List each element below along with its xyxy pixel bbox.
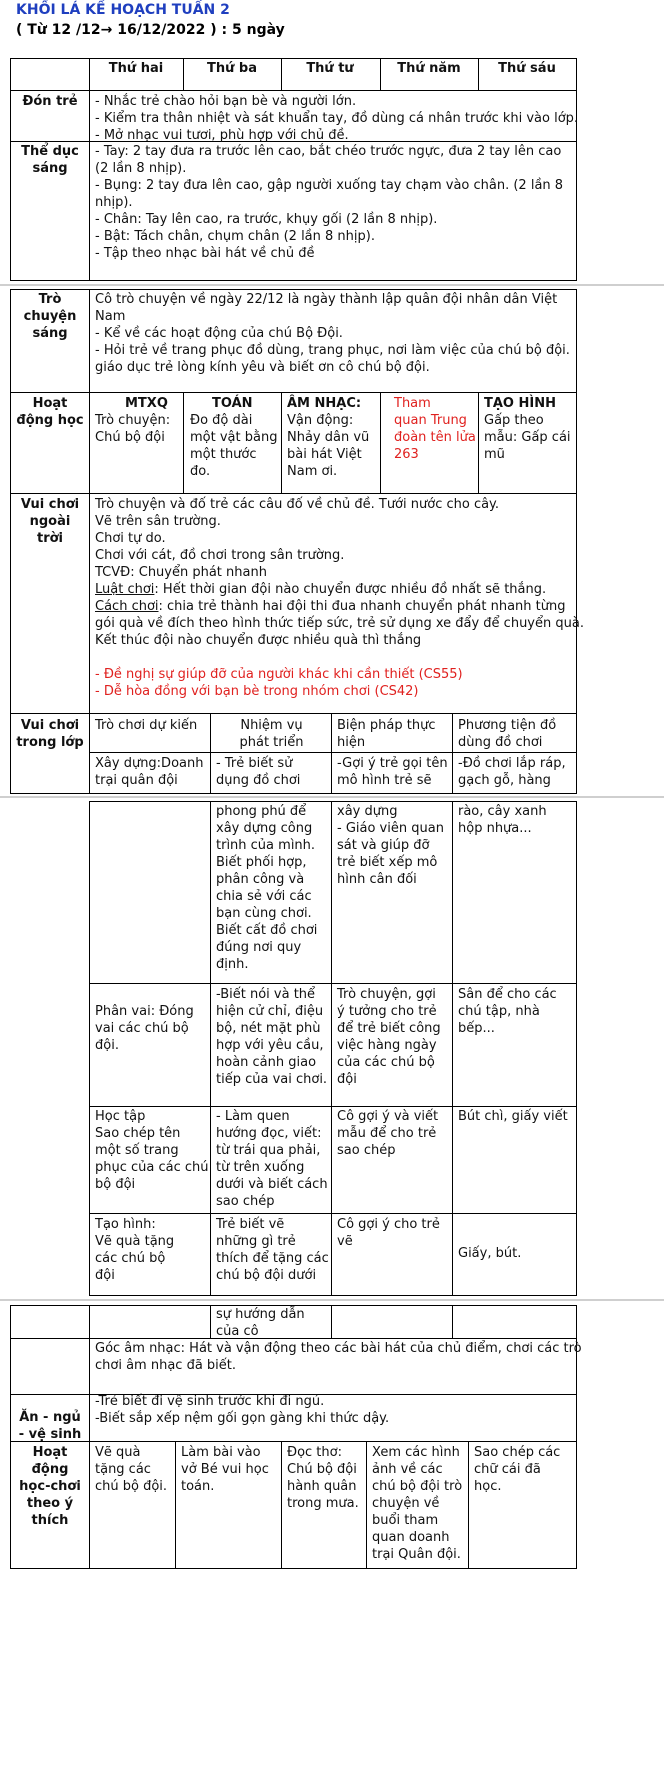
page-break <box>0 284 664 286</box>
afternoon-activity-1: Làm bài vào <box>181 1445 261 1460</box>
building-cell-1: bạn cùng chơi. <box>216 906 312 921</box>
row-label-don-tre: Đón trẻ <box>22 94 78 109</box>
building-cell-1: chia sẻ với các <box>216 889 312 904</box>
row-label-hoat-dong-hoc: Hoạt <box>32 396 68 411</box>
building-cell-2: xây dựng <box>337 804 398 819</box>
table-rule <box>89 289 90 794</box>
afternoon-activity-3: buổi tham <box>372 1513 439 1528</box>
subject-head-2: ÂM NHẠC: <box>287 396 362 411</box>
role-play-cell-1: hoàn cảnh giao <box>216 1055 317 1070</box>
tro-chuyen-line: Nam <box>95 309 126 324</box>
table-rule <box>331 713 332 794</box>
indoor-cell-0: Xây dựng:Doanh <box>95 756 204 771</box>
building-cell-1: Biết cất đồ chơi <box>216 923 318 938</box>
table-rule <box>478 58 479 91</box>
art-cell-1: thích để tặng các <box>216 1251 329 1266</box>
table-rule <box>89 1106 577 1107</box>
the-duc-line: (2 lần 8 nhịp). <box>95 161 187 176</box>
the-duc-line: - Tay: 2 tay đưa ra trước lên cao, bắt chéo trước ngực, đưa 2 tay lên cao <box>95 144 562 159</box>
table-rule <box>89 983 577 984</box>
table-rule <box>89 1305 90 1569</box>
art-cell-1: Trẻ biết vẽ <box>216 1217 285 1232</box>
rule-line <box>95 581 546 598</box>
building-cell-2: - Giáo viên quan <box>337 821 444 836</box>
table-rule <box>452 1305 453 1339</box>
building-cell-3: hộp nhựa... <box>458 821 532 836</box>
day-header-1: Thứ ba <box>207 61 257 76</box>
rule-text: : Hết thời gian đội nào chuyển được nhiều đồ nhất sẽ thắng. <box>154 582 547 597</box>
art-cell-1: chú bộ đội dưới <box>216 1268 317 1283</box>
row-label-the-duc: Thể dục <box>21 144 79 159</box>
day-header-0: Thứ hai <box>108 61 164 76</box>
art-cell-1: những gì trẻ <box>216 1234 296 1249</box>
study-cell-1: sao chép <box>216 1194 275 1209</box>
table-rule <box>10 280 577 281</box>
table-rule <box>10 713 577 714</box>
art-cell-2: vẽ <box>337 1234 353 1249</box>
building-cell-2: sát và giúp đỡ <box>337 838 430 853</box>
subject-line-3: 263 <box>394 447 419 462</box>
subject-line-1: một thước <box>190 447 257 462</box>
building-cell-2: trẻ biết xếp mô <box>337 855 438 870</box>
table-rule <box>10 1338 577 1339</box>
row-label-hoat-dong-choi: Hoạt <box>32 1445 68 1460</box>
afternoon-activity-1: toán. <box>181 1479 215 1494</box>
row-label-vui-choi-ngoai-troi: trời <box>36 531 63 546</box>
subject-line-2: bài hát Việt <box>287 447 362 462</box>
building-cell-1: Biết phối hợp, <box>216 855 307 870</box>
table-rule <box>89 1213 577 1214</box>
role-play-cell-1: bộ, nét mặt phù <box>216 1021 321 1036</box>
how-to-line: Kết thúc đội nào chuyển được nhiều quà thì thắng <box>95 633 422 648</box>
table-rule <box>331 1305 332 1339</box>
table-rule <box>89 58 90 281</box>
subject-line-2: Vận động: <box>287 413 354 428</box>
afternoon-activity-4: Sao chép các <box>474 1445 561 1460</box>
table-rule <box>89 801 90 1296</box>
tro-chuyen-line: giáo dục trẻ lòng kính yêu và biết ơn cô chú bộ đội. <box>95 360 430 375</box>
subject-line-0: Chú bộ đội <box>95 430 165 445</box>
criteria-line: - Đề nghị sự giúp đỡ của người khác khi cần thiết (CS55) <box>95 667 463 682</box>
row-label-tro-chuyen: chuyện <box>23 309 77 324</box>
afternoon-activity-3: quan doanh <box>372 1530 450 1545</box>
outdoor-line: Vẽ trên sân trường. <box>95 514 221 529</box>
subject-line-4: Gấp theo <box>484 413 544 428</box>
afternoon-activity-4: học. <box>474 1479 502 1494</box>
role-play-cell-2: việc hàng ngày <box>337 1038 437 1053</box>
indoor-cell-3: -Đồ chơi lắp ráp, <box>458 756 566 771</box>
subject-line-1: một vật bằng <box>190 430 278 445</box>
table-rule <box>10 289 577 290</box>
subject-line-4: mũ <box>484 447 505 462</box>
indoor-cell-1: - Trẻ biết sử <box>216 756 293 771</box>
guidance-line: của cô <box>216 1324 259 1339</box>
page-break <box>0 1299 664 1301</box>
rest-line: -Trẻ biết đi vệ sinh trước khi đi ngủ. <box>95 1394 325 1409</box>
row-label-tro-chuyen: sáng <box>32 326 68 341</box>
study-cell-2: Cô gợi ý và viết <box>337 1109 439 1124</box>
row-label-hoat-dong-choi: học-chơi <box>19 1479 81 1494</box>
table-rule <box>10 90 577 91</box>
the-duc-line: - Chân: Tay lên cao, ra trước, khụy gối (2 lần 8 nhịp). <box>95 212 438 227</box>
table-rule <box>380 58 381 91</box>
afternoon-activity-3: Xem các hình <box>372 1445 460 1460</box>
subject-line-1: đo. <box>190 464 211 479</box>
building-cell-1: đúng nơi quy <box>216 940 302 955</box>
indoor-header-3: dùng đồ chơi <box>458 735 543 750</box>
table-rule <box>281 392 282 494</box>
afternoon-activity-3: chú bộ đội trò <box>372 1479 463 1494</box>
building-cell-2: hình cân đối <box>337 872 417 887</box>
afternoon-activity-2: Đọc thơ: <box>287 1445 342 1460</box>
the-duc-line: - Bụng: 2 tay đưa lên cao, gập người xuống tay chạm vào chân. (2 lần 8 <box>95 178 564 193</box>
study-cell-0: Sao chép tên <box>95 1126 181 1141</box>
role-play-cell-2: Trò chuyện, gợi <box>337 987 436 1002</box>
table-rule <box>10 392 577 393</box>
indoor-cell-3: gạch gỗ, hàng <box>458 773 551 788</box>
outdoor-line: Trò chuyện và đố trẻ các câu đố về chủ đề. Tưới nước cho cây. <box>95 497 500 512</box>
indoor-header-1: Nhiệm vụ <box>240 718 303 733</box>
study-cell-1: từ trên xuống <box>216 1160 305 1175</box>
table-rule <box>576 801 577 1296</box>
don-tre-line: - Kiểm tra thân nhiệt và sát khuẩn tay, đồ dùng cá nhân trước khi vào lớp. <box>95 111 579 126</box>
tro-chuyen-line: - Hỏi trẻ về trang phục đồ dùng, trang phục, nơi làm việc của chú bộ đội. <box>95 343 570 358</box>
table-rule <box>281 1441 282 1569</box>
rule-label: Luật chơi <box>95 582 155 597</box>
table-rule <box>10 793 577 794</box>
art-cell-3: Giấy, bút. <box>458 1246 522 1261</box>
afternoon-activity-4: chữ cái đã <box>474 1462 541 1477</box>
study-cell-1: hướng đọc, viết: <box>216 1126 322 1141</box>
subject-head-4: TẠO HÌNH <box>484 396 556 411</box>
indoor-cell-0: trại quân đội <box>95 773 178 788</box>
row-label-hoat-dong-choi: theo ý <box>26 1496 74 1511</box>
study-cell-0: bộ đội <box>95 1177 136 1192</box>
table-rule <box>89 1295 577 1296</box>
row-label-vui-choi-trong-lop: Vui chơi <box>20 718 80 733</box>
afternoon-activity-3: chuyện về <box>372 1496 440 1511</box>
table-rule <box>89 801 577 802</box>
subject-line-4: mẫu: Gấp cái <box>484 430 571 445</box>
table-rule <box>175 1441 176 1569</box>
afternoon-activity-1: vở Bé vui học <box>181 1462 269 1477</box>
indoor-cell-2: -Gợi ý trẻ gọi tên <box>337 756 448 771</box>
role-play-cell-1: hợp với yêu cầu, <box>216 1038 324 1053</box>
table-rule <box>452 713 453 794</box>
building-cell-1: phong phú để <box>216 804 307 819</box>
row-label-vui-choi-ngoai-troi: ngoài <box>29 514 71 529</box>
day-header-3: Thứ năm <box>397 61 461 76</box>
indoor-header-2: hiện <box>337 735 366 750</box>
afternoon-activity-3: trại Quân đội. <box>372 1547 461 1562</box>
afternoon-activity-3: ảnh về các <box>372 1462 443 1477</box>
role-play-cell-0: vai các chú bộ <box>95 1021 189 1036</box>
table-rule <box>452 801 453 1296</box>
study-cell-3: Bút chì, giấy viết <box>458 1109 568 1124</box>
building-cell-3: rào, cây xanh <box>458 804 547 819</box>
outdoor-line: TCVĐ: Chuyển phát nhanh <box>95 565 267 580</box>
building-cell-1: phân công và <box>216 872 305 887</box>
music-corner-line: chơi âm nhạc đã biết. <box>95 1358 237 1373</box>
afternoon-activity-2: trong mưa. <box>287 1496 359 1511</box>
outdoor-line: Chơi tự do. <box>95 531 166 546</box>
row-label-hoat-dong-hoc: động học <box>16 413 84 428</box>
don-tre-line: - Mở nhạc vui tươi, phù hợp với chủ đề. <box>95 128 349 143</box>
table-rule <box>210 1305 211 1339</box>
building-cell-1: xây dựng công <box>216 821 313 836</box>
study-cell-1: - Làm quen <box>216 1109 290 1124</box>
table-rule <box>10 58 577 59</box>
day-header-4: Thứ sáu <box>498 61 556 76</box>
study-cell-0: Học tập <box>95 1109 146 1124</box>
the-duc-line: - Tập theo nhạc bài hát về chủ đề <box>95 246 315 261</box>
row-label-an-ngu: Ăn - ngủ <box>19 1410 81 1425</box>
row-label-hoat-dong-choi: thích <box>31 1513 69 1528</box>
how-to-text: : chia trẻ thành hai đội thi đua nhanh chuyển phát nhanh từng <box>158 599 566 614</box>
study-cell-1: từ trái qua phải, <box>216 1143 321 1158</box>
guidance-line: sự hướng dẫn <box>216 1307 305 1322</box>
subject-head-1: TOÁN <box>212 396 253 411</box>
row-label-tro-chuyen: Trò <box>38 292 62 307</box>
day-header-2: Thứ tư <box>306 61 354 76</box>
row-label-the-duc: sáng <box>32 161 68 176</box>
role-play-cell-3: chú tập, nhà <box>458 1004 540 1019</box>
the-duc-line: nhịp). <box>95 195 133 210</box>
table-rule <box>380 392 381 494</box>
table-rule <box>210 713 211 794</box>
how-to-line <box>95 598 566 615</box>
table-rule <box>331 801 332 1296</box>
subject-line-3: quan Trung <box>394 413 467 428</box>
role-play-cell-2: đội <box>337 1072 357 1087</box>
subject-line-3: Tham <box>394 396 431 411</box>
role-play-cell-2: để trẻ biết công <box>337 1021 441 1036</box>
study-cell-0: một số trang <box>95 1143 179 1158</box>
building-cell-1: trình của mình. <box>216 838 316 853</box>
role-play-cell-0: Phân vai: Đóng <box>95 1004 194 1019</box>
art-cell-0: đội <box>95 1268 115 1283</box>
subject-head-0: MTXQ <box>125 396 168 411</box>
table-rule <box>89 752 577 753</box>
building-cell-1: định. <box>216 957 249 972</box>
table-rule <box>281 58 282 91</box>
role-play-cell-1: tiếp của vai chơi. <box>216 1072 328 1087</box>
table-rule <box>468 1441 469 1569</box>
row-label-hoat-dong-choi: động <box>31 1462 69 1477</box>
tro-chuyen-line: - Kể về các hoạt động của chú Bộ Đội. <box>95 326 343 341</box>
table-rule <box>576 289 577 794</box>
study-cell-2: mẫu để cho trẻ <box>337 1126 437 1141</box>
how-to-line: gói quà về đích theo hình thức tiếp sức, trẻ sử dụng xe đẩy để chuyển quà. <box>95 616 584 631</box>
role-play-cell-0: đội. <box>95 1038 119 1053</box>
table-rule <box>576 58 577 281</box>
role-play-cell-1: -Biết nói và thể <box>216 987 316 1002</box>
subject-line-0: Trò chuyện: <box>95 413 171 428</box>
afternoon-activity-0: tặng các <box>95 1462 151 1477</box>
music-corner-line: Góc âm nhạc: Hát và vận động theo các bài hát của chủ điểm, chơi các trò <box>95 1341 582 1356</box>
art-cell-0: các chú bộ <box>95 1251 166 1266</box>
afternoon-activity-2: hành quân <box>287 1479 357 1494</box>
subject-line-2: Nhảy dân vũ <box>287 430 370 445</box>
table-rule <box>366 1441 367 1569</box>
study-cell-0: phục của các chú <box>95 1160 209 1175</box>
role-play-cell-2: của các chú bộ <box>337 1055 435 1070</box>
afternoon-activity-2: Chú bộ đội <box>287 1462 357 1477</box>
criteria-line: - Dễ hòa đồng với bạn bè trong nhóm chơi (CS42) <box>95 684 419 699</box>
study-cell-2: sao chép <box>337 1143 396 1158</box>
subject-line-3: đoàn tên lửa <box>394 430 476 445</box>
outdoor-line: Chơi với cát, đồ chơi trong sân trường. <box>95 548 345 563</box>
row-label-an-ngu: - vệ sinh <box>18 1427 82 1442</box>
art-cell-2: Cô gợi ý cho trẻ <box>337 1217 440 1232</box>
how-to-label: Cách chơi <box>95 599 159 614</box>
table-rule <box>10 1441 577 1442</box>
table-rule <box>10 1568 577 1569</box>
row-label-vui-choi-ngoai-troi: Vui chơi <box>20 497 80 512</box>
role-play-cell-1: hiện cử chỉ, điệu <box>216 1004 324 1019</box>
tro-chuyen-line: Cô trò chuyện về ngày 22/12 là ngày thành lập quân đội nhân dân Việt <box>95 292 558 307</box>
rest-line: -Biết sắp xếp nệm gối gọn gàng khi thức dậy. <box>95 1411 390 1426</box>
art-cell-0: Vẽ quà tặng <box>95 1234 175 1249</box>
indoor-cell-1: dụng đồ chơi <box>216 773 301 788</box>
the-duc-line: - Bật: Tách chân, chụm chân (2 lần 8 nhịp). <box>95 229 375 244</box>
study-cell-1: dưới và biết cách <box>216 1177 328 1192</box>
table-rule <box>478 392 479 494</box>
role-play-cell-2: ý tưởng cho trẻ <box>337 1004 437 1019</box>
role-play-cell-3: bếp... <box>458 1021 495 1036</box>
subject-line-2: Nam ơi. <box>287 464 338 479</box>
page-break <box>0 796 664 798</box>
table-rule <box>183 58 184 91</box>
row-label-vui-choi-trong-lop: trong lớp <box>16 735 84 750</box>
indoor-header-1: phát triển <box>239 735 304 750</box>
role-play-cell-3: Sân để cho các <box>458 987 557 1002</box>
subject-line-1: Đo độ dài <box>190 413 253 428</box>
indoor-cell-2: mô hình trẻ sẽ <box>337 773 432 788</box>
afternoon-activity-0: chú bộ đội. <box>95 1479 168 1494</box>
indoor-header-0: Trò chơi dự kiến <box>95 718 198 733</box>
art-cell-0: Tạo hình: <box>95 1217 156 1232</box>
table-rule <box>210 801 211 1296</box>
don-tre-line: - Nhắc trẻ chào hỏi bạn bè và người lớn. <box>95 94 357 109</box>
date-range: ( Từ 12 /12→ 16/12/2022 ) : 5 ngày <box>16 22 285 38</box>
table-rule <box>183 392 184 494</box>
indoor-header-2: Biện pháp thực <box>337 718 436 733</box>
afternoon-activity-0: Vẽ quà <box>95 1445 141 1460</box>
indoor-header-3: Phương tiện đồ <box>458 718 557 733</box>
table-rule <box>10 493 577 494</box>
page-title: KHỐI LÁ KẾ HOẠCH TUẦN 2 <box>16 2 230 18</box>
